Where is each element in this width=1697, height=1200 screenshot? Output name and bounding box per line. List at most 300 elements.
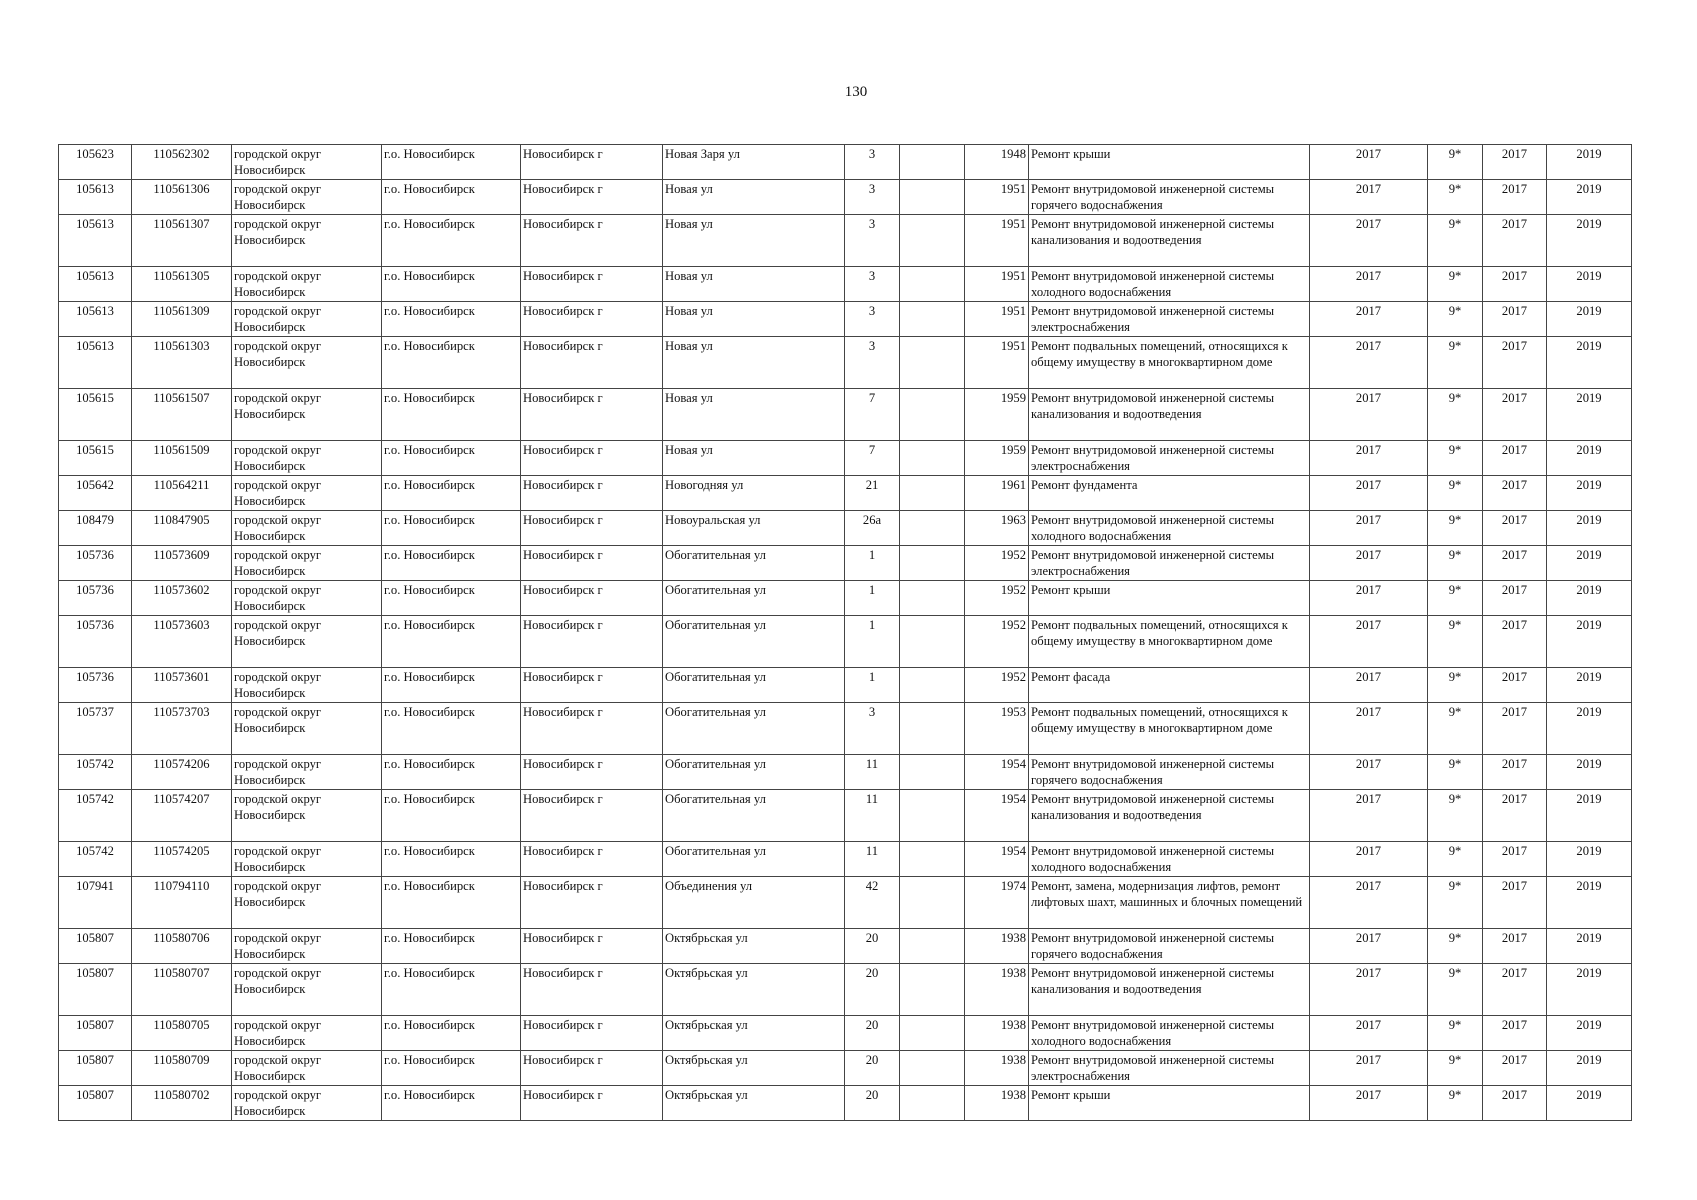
- table-row: [59, 302, 1632, 337]
- cell-year-built: 1951: [965, 302, 1029, 337]
- cell-settlement: Новосибирск г: [521, 215, 663, 267]
- cell-note: 9*: [1428, 964, 1483, 1016]
- cell-note: 9*: [1428, 145, 1483, 180]
- cell-settlement: Новосибирск г: [521, 337, 663, 389]
- cell-street: Обогатительная ул: [663, 668, 845, 703]
- cell-municipality: городской округ Новосибирск: [232, 389, 382, 441]
- cell-work-type: Ремонт внутридомовой инженерной системы холодного водоснабжения: [1029, 842, 1310, 877]
- table-row: [59, 1051, 1632, 1086]
- cell-end-year: 2019: [1547, 1051, 1632, 1086]
- cell-year-built: 1954: [965, 790, 1029, 842]
- cell-building-letter: [900, 668, 965, 703]
- cell-district: г.о. Новосибирск: [382, 302, 521, 337]
- cell-house-number: 3: [845, 703, 900, 755]
- page-number: 130: [844, 84, 868, 100]
- cell-start-year: 2017: [1483, 964, 1547, 1016]
- cell-settlement: Новосибирск г: [521, 581, 663, 616]
- cell-street: Объединения ул: [663, 877, 845, 929]
- cell-municipality: городской округ Новосибирск: [232, 1051, 382, 1086]
- cell-end-year: 2019: [1547, 145, 1632, 180]
- cell-house-number: 3: [845, 302, 900, 337]
- cell-plan-year: 2017: [1310, 964, 1428, 1016]
- cell-work-type: Ремонт внутридомовой инженерной системы электроснабжения: [1029, 1051, 1310, 1086]
- cell-building-id: 105736: [59, 581, 132, 616]
- cell-work-type: Ремонт внутридомовой инженерной системы канализования и водоотведения: [1029, 389, 1310, 441]
- cell-work-type: Ремонт внутридомовой инженерной системы холодного водоснабжения: [1029, 267, 1310, 302]
- cell-start-year: 2017: [1483, 511, 1547, 546]
- cell-district: г.о. Новосибирск: [382, 180, 521, 215]
- cell-district: г.о. Новосибирск: [382, 929, 521, 964]
- cell-municipality: городской округ Новосибирск: [232, 790, 382, 842]
- cell-note: 9*: [1428, 929, 1483, 964]
- cell-end-year: 2019: [1547, 842, 1632, 877]
- cell-work-type: Ремонт внутридомовой инженерной системы горячего водоснабжения: [1029, 180, 1310, 215]
- cell-year-built: 1951: [965, 267, 1029, 302]
- cell-district: г.о. Новосибирск: [382, 1086, 521, 1121]
- cell-note: 9*: [1428, 511, 1483, 546]
- cell-house-number: 1: [845, 546, 900, 581]
- cell-building-id: 105736: [59, 546, 132, 581]
- cell-start-year: 2017: [1483, 790, 1547, 842]
- cell-settlement: Новосибирск г: [521, 267, 663, 302]
- cell-note: 9*: [1428, 1086, 1483, 1121]
- cell-building-id: 105613: [59, 215, 132, 267]
- cell-building-id: 105807: [59, 929, 132, 964]
- cell-year-built: 1959: [965, 441, 1029, 476]
- cell-building-id: 105737: [59, 703, 132, 755]
- cell-street: Обогатительная ул: [663, 703, 845, 755]
- cell-plan-year: 2017: [1310, 929, 1428, 964]
- cell-start-year: 2017: [1483, 1016, 1547, 1051]
- cell-municipality: городской округ Новосибирск: [232, 476, 382, 511]
- cell-year-built: 1938: [965, 1016, 1029, 1051]
- cell-year-built: 1954: [965, 755, 1029, 790]
- cell-municipality: городской округ Новосибирск: [232, 215, 382, 267]
- cell-municipality: городской округ Новосибирск: [232, 546, 382, 581]
- cell-district: г.о. Новосибирск: [382, 337, 521, 389]
- cell-work-type: Ремонт внутридомовой инженерной системы холодного водоснабжения: [1029, 511, 1310, 546]
- cell-settlement: Новосибирск г: [521, 180, 663, 215]
- cell-work-id: 110847905: [132, 511, 232, 546]
- cell-street: Октябрьская ул: [663, 1086, 845, 1121]
- cell-year-built: 1953: [965, 703, 1029, 755]
- cell-municipality: городской округ Новосибирск: [232, 267, 382, 302]
- cell-municipality: городской округ Новосибирск: [232, 668, 382, 703]
- cell-settlement: Новосибирск г: [521, 441, 663, 476]
- cell-start-year: 2017: [1483, 389, 1547, 441]
- table-row: [59, 1016, 1632, 1051]
- cell-work-id: 110561309: [132, 302, 232, 337]
- cell-building-letter: [900, 929, 965, 964]
- cell-municipality: городской округ Новосибирск: [232, 145, 382, 180]
- cell-building-id: 105807: [59, 964, 132, 1016]
- cell-start-year: 2017: [1483, 267, 1547, 302]
- cell-street: Обогатительная ул: [663, 790, 845, 842]
- cell-settlement: Новосибирск г: [521, 145, 663, 180]
- cell-district: г.о. Новосибирск: [382, 581, 521, 616]
- cell-end-year: 2019: [1547, 929, 1632, 964]
- cell-plan-year: 2017: [1310, 703, 1428, 755]
- table-row: [59, 1086, 1632, 1121]
- cell-note: 9*: [1428, 703, 1483, 755]
- cell-start-year: 2017: [1483, 215, 1547, 267]
- cell-plan-year: 2017: [1310, 511, 1428, 546]
- cell-district: г.о. Новосибирск: [382, 1051, 521, 1086]
- cell-work-type: Ремонт внутридомовой инженерной системы горячего водоснабжения: [1029, 755, 1310, 790]
- cell-settlement: Новосибирск г: [521, 1086, 663, 1121]
- cell-plan-year: 2017: [1310, 1016, 1428, 1051]
- cell-street: Новоуральская ул: [663, 511, 845, 546]
- cell-building-id: 105807: [59, 1016, 132, 1051]
- cell-start-year: 2017: [1483, 1086, 1547, 1121]
- cell-year-built: 1963: [965, 511, 1029, 546]
- cell-year-built: 1974: [965, 877, 1029, 929]
- cell-year-built: 1952: [965, 616, 1029, 668]
- cell-street: Обогатительная ул: [663, 546, 845, 581]
- cell-house-number: 26а: [845, 511, 900, 546]
- cell-work-type: Ремонт внутридомовой инженерной системы электроснабжения: [1029, 546, 1310, 581]
- cell-district: г.о. Новосибирск: [382, 145, 521, 180]
- cell-house-number: 1: [845, 616, 900, 668]
- cell-work-id: 110573609: [132, 546, 232, 581]
- cell-end-year: 2019: [1547, 1016, 1632, 1051]
- cell-house-number: 11: [845, 790, 900, 842]
- cell-building-letter: [900, 877, 965, 929]
- cell-building-id: 105736: [59, 616, 132, 668]
- cell-year-built: 1959: [965, 389, 1029, 441]
- cell-district: г.о. Новосибирск: [382, 616, 521, 668]
- cell-year-built: 1952: [965, 581, 1029, 616]
- table-row: [59, 668, 1632, 703]
- cell-end-year: 2019: [1547, 1086, 1632, 1121]
- cell-end-year: 2019: [1547, 964, 1632, 1016]
- table-row: [59, 389, 1632, 441]
- cell-municipality: городской округ Новосибирск: [232, 1016, 382, 1051]
- cell-building-id: 105615: [59, 389, 132, 441]
- cell-building-letter: [900, 616, 965, 668]
- table-row: [59, 267, 1632, 302]
- cell-house-number: 20: [845, 929, 900, 964]
- cell-work-type: Ремонт фасада: [1029, 668, 1310, 703]
- cell-work-id: 110561509: [132, 441, 232, 476]
- cell-start-year: 2017: [1483, 877, 1547, 929]
- cell-street: Октябрьская ул: [663, 964, 845, 1016]
- cell-end-year: 2019: [1547, 511, 1632, 546]
- cell-settlement: Новосибирск г: [521, 842, 663, 877]
- cell-end-year: 2019: [1547, 180, 1632, 215]
- cell-building-letter: [900, 1051, 965, 1086]
- cell-street: Октябрьская ул: [663, 1051, 845, 1086]
- cell-house-number: 3: [845, 337, 900, 389]
- cell-year-built: 1961: [965, 476, 1029, 511]
- cell-building-letter: [900, 790, 965, 842]
- cell-street: Новая ул: [663, 267, 845, 302]
- cell-settlement: Новосибирск г: [521, 511, 663, 546]
- cell-year-built: 1938: [965, 1051, 1029, 1086]
- cell-building-id: 105623: [59, 145, 132, 180]
- cell-municipality: городской округ Новосибирск: [232, 755, 382, 790]
- table-row: [59, 215, 1632, 267]
- cell-municipality: городской округ Новосибирск: [232, 703, 382, 755]
- cell-note: 9*: [1428, 790, 1483, 842]
- table-row: [59, 511, 1632, 546]
- repair-schedule-table: [58, 144, 1632, 1121]
- cell-district: г.о. Новосибирск: [382, 476, 521, 511]
- cell-house-number: 3: [845, 267, 900, 302]
- cell-note: 9*: [1428, 842, 1483, 877]
- cell-building-id: 107941: [59, 877, 132, 929]
- cell-end-year: 2019: [1547, 476, 1632, 511]
- cell-municipality: городской округ Новосибирск: [232, 441, 382, 476]
- cell-work-type: Ремонт фундамента: [1029, 476, 1310, 511]
- cell-district: г.о. Новосибирск: [382, 964, 521, 1016]
- cell-note: 9*: [1428, 1051, 1483, 1086]
- cell-plan-year: 2017: [1310, 441, 1428, 476]
- cell-plan-year: 2017: [1310, 581, 1428, 616]
- cell-work-type: Ремонт внутридомовой инженерной системы электроснабжения: [1029, 302, 1310, 337]
- cell-work-id: 110573603: [132, 616, 232, 668]
- cell-municipality: городской округ Новосибирск: [232, 337, 382, 389]
- cell-building-letter: [900, 267, 965, 302]
- cell-settlement: Новосибирск г: [521, 790, 663, 842]
- cell-building-letter: [900, 703, 965, 755]
- cell-year-built: 1951: [965, 215, 1029, 267]
- cell-work-id: 110574205: [132, 842, 232, 877]
- table-row: [59, 546, 1632, 581]
- cell-work-id: 110573703: [132, 703, 232, 755]
- table-row: [59, 964, 1632, 1016]
- cell-plan-year: 2017: [1310, 215, 1428, 267]
- cell-building-letter: [900, 1086, 965, 1121]
- cell-building-id: 105613: [59, 267, 132, 302]
- cell-plan-year: 2017: [1310, 267, 1428, 302]
- cell-house-number: 21: [845, 476, 900, 511]
- cell-note: 9*: [1428, 877, 1483, 929]
- cell-work-id: 110573602: [132, 581, 232, 616]
- cell-building-letter: [900, 302, 965, 337]
- cell-start-year: 2017: [1483, 476, 1547, 511]
- cell-note: 9*: [1428, 1016, 1483, 1051]
- cell-work-id: 110574206: [132, 755, 232, 790]
- cell-municipality: городской округ Новосибирск: [232, 1086, 382, 1121]
- cell-settlement: Новосибирск г: [521, 616, 663, 668]
- cell-municipality: городской округ Новосибирск: [232, 616, 382, 668]
- cell-note: 9*: [1428, 337, 1483, 389]
- cell-settlement: Новосибирск г: [521, 389, 663, 441]
- cell-work-type: Ремонт, замена, модернизация лифтов, ремонт лифтовых шахт, машинных и блочных помещений: [1029, 877, 1310, 929]
- cell-work-type: Ремонт подвальных помещений, относящихся к общему имуществу в многоквартирном доме: [1029, 616, 1310, 668]
- cell-district: г.о. Новосибирск: [382, 877, 521, 929]
- cell-municipality: городской округ Новосибирск: [232, 877, 382, 929]
- cell-district: г.о. Новосибирск: [382, 441, 521, 476]
- cell-street: Новая ул: [663, 389, 845, 441]
- cell-building-letter: [900, 441, 965, 476]
- table-row: [59, 790, 1632, 842]
- cell-house-number: 20: [845, 964, 900, 1016]
- cell-work-id: 110562302: [132, 145, 232, 180]
- cell-end-year: 2019: [1547, 441, 1632, 476]
- cell-end-year: 2019: [1547, 790, 1632, 842]
- cell-street: Обогатительная ул: [663, 581, 845, 616]
- cell-settlement: Новосибирск г: [521, 877, 663, 929]
- cell-street: Новая Заря ул: [663, 145, 845, 180]
- cell-building-letter: [900, 476, 965, 511]
- cell-work-id: 110561305: [132, 267, 232, 302]
- cell-house-number: 11: [845, 755, 900, 790]
- table-row: [59, 476, 1632, 511]
- cell-plan-year: 2017: [1310, 842, 1428, 877]
- cell-note: 9*: [1428, 180, 1483, 215]
- cell-work-id: 110794110: [132, 877, 232, 929]
- cell-building-letter: [900, 842, 965, 877]
- cell-building-letter: [900, 755, 965, 790]
- cell-building-id: 105807: [59, 1086, 132, 1121]
- cell-district: г.о. Новосибирск: [382, 215, 521, 267]
- table-row: [59, 581, 1632, 616]
- cell-building-letter: [900, 180, 965, 215]
- cell-settlement: Новосибирск г: [521, 1051, 663, 1086]
- cell-work-id: 110574207: [132, 790, 232, 842]
- cell-start-year: 2017: [1483, 581, 1547, 616]
- cell-end-year: 2019: [1547, 215, 1632, 267]
- cell-building-letter: [900, 546, 965, 581]
- cell-note: 9*: [1428, 441, 1483, 476]
- cell-note: 9*: [1428, 267, 1483, 302]
- cell-building-id: 105642: [59, 476, 132, 511]
- cell-plan-year: 2017: [1310, 616, 1428, 668]
- cell-year-built: 1938: [965, 1086, 1029, 1121]
- cell-year-built: 1951: [965, 180, 1029, 215]
- cell-work-id: 110561306: [132, 180, 232, 215]
- table-row: [59, 755, 1632, 790]
- cell-settlement: Новосибирск г: [521, 1016, 663, 1051]
- cell-street: Новая ул: [663, 441, 845, 476]
- cell-house-number: 3: [845, 145, 900, 180]
- cell-end-year: 2019: [1547, 302, 1632, 337]
- cell-work-type: Ремонт крыши: [1029, 581, 1310, 616]
- cell-plan-year: 2017: [1310, 389, 1428, 441]
- cell-start-year: 2017: [1483, 441, 1547, 476]
- cell-house-number: 11: [845, 842, 900, 877]
- cell-work-id: 110573601: [132, 668, 232, 703]
- cell-municipality: городской округ Новосибирск: [232, 302, 382, 337]
- cell-municipality: городской округ Новосибирск: [232, 511, 382, 546]
- cell-work-id: 110561307: [132, 215, 232, 267]
- cell-year-built: 1951: [965, 337, 1029, 389]
- cell-work-id: 110561303: [132, 337, 232, 389]
- cell-district: г.о. Новосибирск: [382, 842, 521, 877]
- cell-street: Октябрьская ул: [663, 1016, 845, 1051]
- table-row: [59, 929, 1632, 964]
- cell-work-type: Ремонт внутридомовой инженерной системы холодного водоснабжения: [1029, 1016, 1310, 1051]
- cell-work-type: Ремонт внутридомовой инженерной системы канализования и водоотведения: [1029, 790, 1310, 842]
- cell-house-number: 7: [845, 441, 900, 476]
- cell-building-id: 108479: [59, 511, 132, 546]
- cell-district: г.о. Новосибирск: [382, 790, 521, 842]
- cell-work-id: 110580706: [132, 929, 232, 964]
- cell-house-number: 20: [845, 1086, 900, 1121]
- cell-start-year: 2017: [1483, 703, 1547, 755]
- cell-start-year: 2017: [1483, 145, 1547, 180]
- cell-street: Обогатительная ул: [663, 755, 845, 790]
- cell-building-id: 105613: [59, 337, 132, 389]
- cell-building-letter: [900, 337, 965, 389]
- cell-district: г.о. Новосибирск: [382, 267, 521, 302]
- cell-building-id: 105807: [59, 1051, 132, 1086]
- cell-note: 9*: [1428, 616, 1483, 668]
- cell-house-number: 7: [845, 389, 900, 441]
- cell-work-type: Ремонт крыши: [1029, 145, 1310, 180]
- cell-street: Новогодняя ул: [663, 476, 845, 511]
- cell-start-year: 2017: [1483, 337, 1547, 389]
- cell-plan-year: 2017: [1310, 337, 1428, 389]
- cell-house-number: 3: [845, 180, 900, 215]
- cell-street: Обогатительная ул: [663, 616, 845, 668]
- cell-building-letter: [900, 389, 965, 441]
- cell-work-id: 110580705: [132, 1016, 232, 1051]
- cell-year-built: 1952: [965, 546, 1029, 581]
- cell-municipality: городской округ Новосибирск: [232, 581, 382, 616]
- cell-building-letter: [900, 1016, 965, 1051]
- cell-end-year: 2019: [1547, 581, 1632, 616]
- cell-settlement: Новосибирск г: [521, 546, 663, 581]
- table-row: [59, 337, 1632, 389]
- cell-end-year: 2019: [1547, 389, 1632, 441]
- cell-district: г.о. Новосибирск: [382, 703, 521, 755]
- cell-building-id: 105615: [59, 441, 132, 476]
- cell-start-year: 2017: [1483, 546, 1547, 581]
- cell-district: г.о. Новосибирск: [382, 755, 521, 790]
- cell-settlement: Новосибирск г: [521, 302, 663, 337]
- cell-settlement: Новосибирск г: [521, 703, 663, 755]
- cell-end-year: 2019: [1547, 267, 1632, 302]
- cell-work-type: Ремонт внутридомовой инженерной системы горячего водоснабжения: [1029, 929, 1310, 964]
- cell-end-year: 2019: [1547, 703, 1632, 755]
- cell-start-year: 2017: [1483, 302, 1547, 337]
- cell-plan-year: 2017: [1310, 546, 1428, 581]
- cell-building-id: 105742: [59, 755, 132, 790]
- cell-district: г.о. Новосибирск: [382, 511, 521, 546]
- cell-house-number: 20: [845, 1016, 900, 1051]
- table-row: [59, 877, 1632, 929]
- cell-start-year: 2017: [1483, 929, 1547, 964]
- cell-house-number: 20: [845, 1051, 900, 1086]
- cell-end-year: 2019: [1547, 877, 1632, 929]
- cell-settlement: Новосибирск г: [521, 476, 663, 511]
- cell-street: Обогатительная ул: [663, 842, 845, 877]
- cell-street: Октябрьская ул: [663, 929, 845, 964]
- cell-end-year: 2019: [1547, 546, 1632, 581]
- cell-building-id: 105613: [59, 180, 132, 215]
- cell-district: г.о. Новосибирск: [382, 668, 521, 703]
- cell-year-built: 1952: [965, 668, 1029, 703]
- cell-building-id: 105742: [59, 842, 132, 877]
- cell-work-type: Ремонт внутридомовой инженерной системы электроснабжения: [1029, 441, 1310, 476]
- table-row: [59, 616, 1632, 668]
- table-row: [59, 180, 1632, 215]
- cell-settlement: Новосибирск г: [521, 755, 663, 790]
- cell-work-id: 110580707: [132, 964, 232, 1016]
- cell-municipality: городской округ Новосибирск: [232, 964, 382, 1016]
- cell-plan-year: 2017: [1310, 476, 1428, 511]
- cell-building-letter: [900, 511, 965, 546]
- cell-end-year: 2019: [1547, 616, 1632, 668]
- cell-end-year: 2019: [1547, 755, 1632, 790]
- cell-year-built: 1954: [965, 842, 1029, 877]
- cell-building-id: 105736: [59, 668, 132, 703]
- cell-start-year: 2017: [1483, 616, 1547, 668]
- cell-year-built: 1948: [965, 145, 1029, 180]
